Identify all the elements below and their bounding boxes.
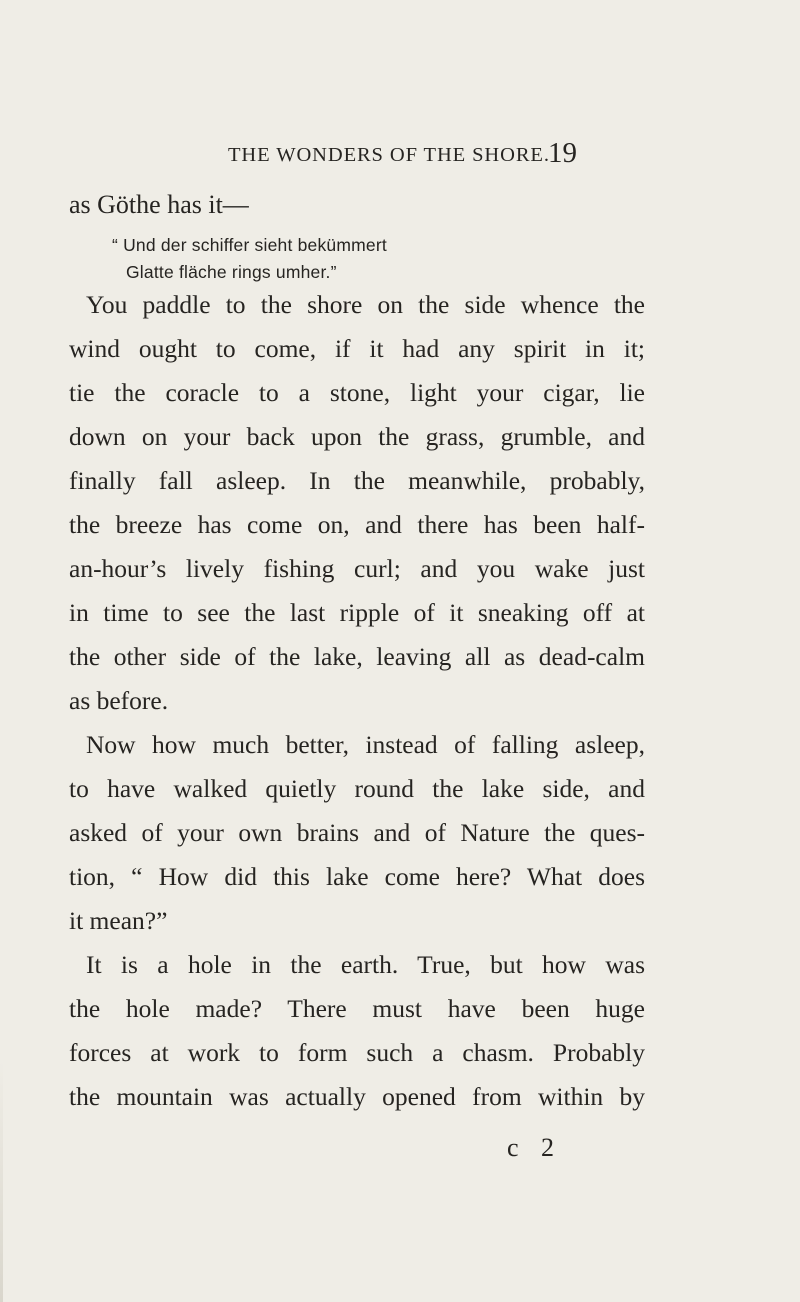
text-line: in time to see the last ripple of it sneaking off at <box>69 598 645 627</box>
text-line: it mean?” <box>69 906 168 935</box>
text-line: You paddle to the shore on the side whence the <box>86 290 645 319</box>
text-line: It is a hole in the earth. True, but how was <box>86 950 645 979</box>
text-line: asked of your own brains and of Nature the ques- <box>69 818 645 847</box>
text-line: as before. <box>69 686 169 715</box>
running-title: THE WONDERS OF THE SHORE. <box>228 144 550 166</box>
text-line: to have walked quietly round the lake side, and <box>69 774 645 803</box>
signature-mark: c 2 <box>507 1133 563 1162</box>
text-line: the mountain was actually opened from within by <box>69 1082 645 1111</box>
text-line: forces at work to form such a chasm. Probably <box>69 1038 645 1067</box>
verse-line: Glatte fläche rings umher.” <box>126 262 337 282</box>
page-number: 19 <box>548 137 577 169</box>
text-line: the other side of the lake, leaving all as dead-calm <box>69 642 645 671</box>
text-line: Now how much better, instead of falling asleep, <box>86 730 645 759</box>
text-line: tie the coracle to a stone, light your cigar, lie <box>69 378 645 407</box>
text-line: the hole made? There must have been huge <box>69 994 645 1023</box>
verse-line: “ Und der schiffer sieht bekümmert <box>112 235 387 255</box>
text-line: wind ought to come, if it had any spirit in it; <box>69 334 645 363</box>
text-line: tion, “ How did this lake come here? What does <box>69 862 645 891</box>
page-edge-shadow <box>0 1060 3 1302</box>
text-line: finally fall asleep. In the meanwhile, probably, <box>69 466 645 495</box>
text-line: the breeze has come on, and there has been half- <box>69 510 645 539</box>
lead-line: as Göthe has it— <box>69 190 249 219</box>
text-line: an-hour’s lively fishing curl; and you wake just <box>69 554 645 583</box>
text-line: down on your back upon the grass, grumble, and <box>69 422 645 451</box>
